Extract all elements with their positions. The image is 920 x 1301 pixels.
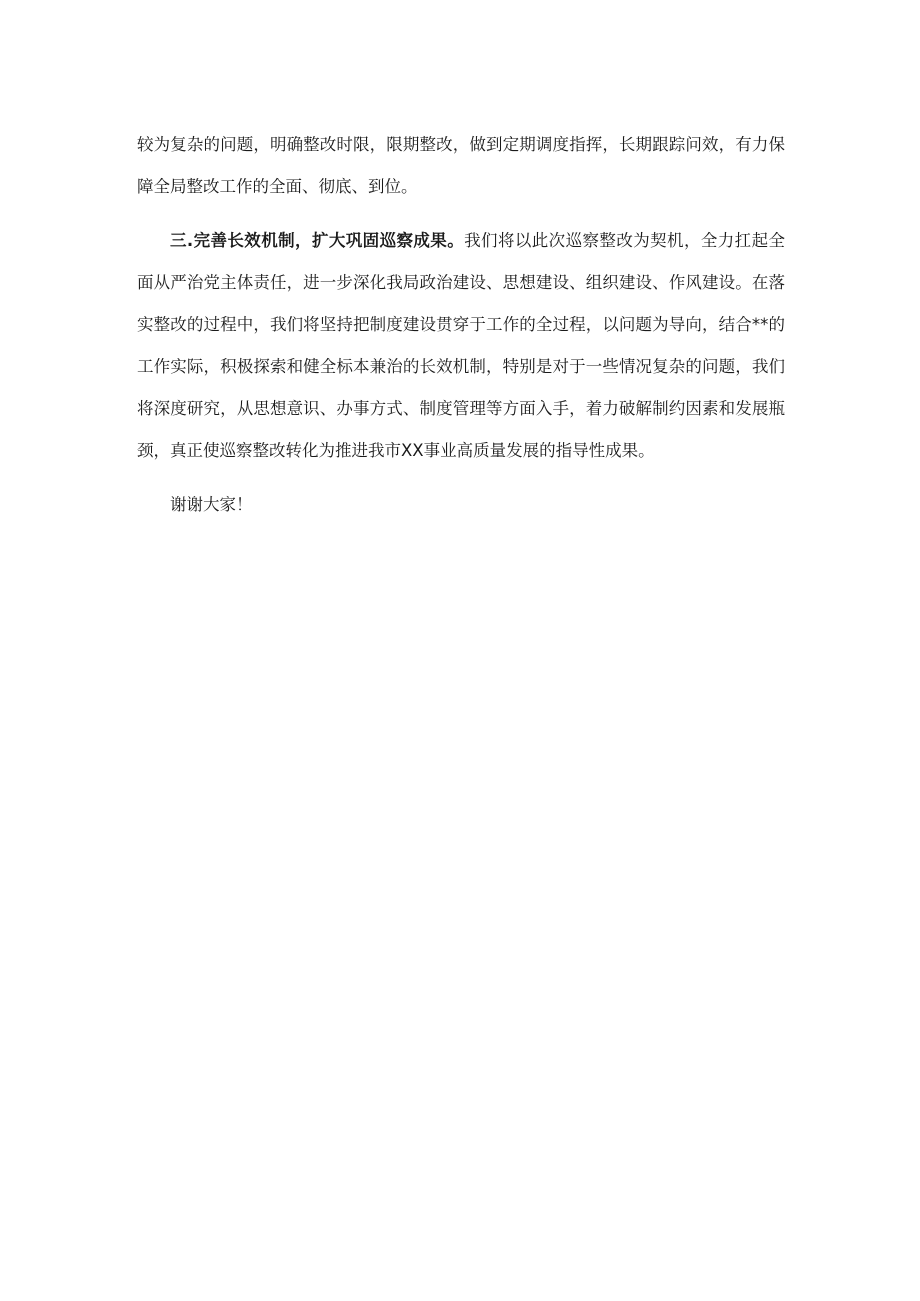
closing-remark: 谢谢大家！ <box>170 495 253 514</box>
paragraph-continuation: 较为复杂的问题，明确整改时限，限期整改，做到定期调度指挥，长期跟踪问效，有力保障全局整改工作的全面、彻底、到位。 <box>137 135 785 196</box>
paragraph-section-three <box>137 220 785 472</box>
section-heading: 三.完善长效机制，扩大巩固巡察成果。 <box>170 231 465 250</box>
section-body: 我们将以此次巡察整改为契机，全力扛起全面从严治党主体责任，进一步深化我局政治建设、思想建设、组织建设、作风建设。在落实整改的过程中，我们将坚持把制度建设贯穿于工作的全过程，以问题为导向，结合**的工作实际，积极探索和健全标本兼治的长效机制，特别是对于一些情况复杂的问题，我们将深度研究，从思想意识、办事方式、制度管理等方面入手，着力破解制约因素和发展瓶颈，真正使巡察整改转化为推进我市XX事业高质量发展的指导性成果。 <box>137 231 786 460</box>
document-body <box>137 124 785 526</box>
